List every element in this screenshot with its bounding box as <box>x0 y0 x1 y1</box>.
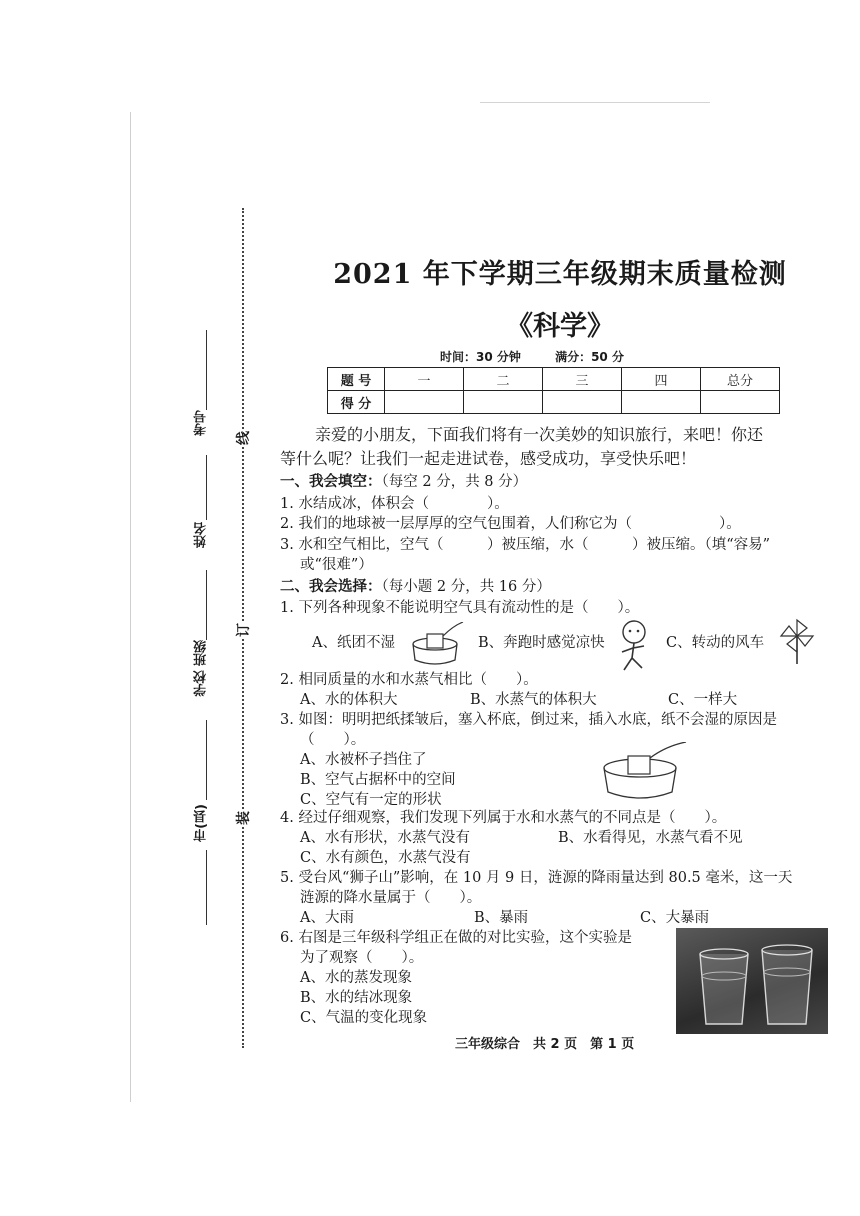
fill-question-1: 1. 水结成冰，体积会（ ）。 <box>280 496 509 512</box>
score-cell: 一 <box>385 368 464 391</box>
q5-option-a: A、大雨 <box>300 910 354 926</box>
q2-option-b: B、水蒸气的体积大 <box>470 692 597 708</box>
subject-title: 《科学》 <box>506 311 614 342</box>
bind-char-line: 线 <box>233 431 253 445</box>
q2-option-a: A、水的体积大 <box>300 692 398 708</box>
section1-heading: 一、我会填空： <box>280 474 382 490</box>
choice-question-3-cont: （ ）。 <box>300 732 366 748</box>
exam-no-label: 考号 <box>194 410 209 436</box>
choice-question-4: 4. 经过仔细观察，我们发现下列属于水和水蒸气的不同点是（ ）。 <box>280 810 727 826</box>
choice-question-1: 1. 下列各种现象不能说明空气具有流动性的是（ ）。 <box>280 600 640 616</box>
section1-heading-row <box>280 472 527 492</box>
intro-line-1: 亲爱的小朋友，下面我们将有一次美妙的知识旅行，来吧！你还 <box>315 425 764 444</box>
score-cell: 题 号 <box>328 368 385 391</box>
section1-note: （每空 2 分，共 8 分） <box>381 474 528 490</box>
score-input-cell[interactable] <box>543 391 622 414</box>
full-score: 满分：50 分 <box>555 350 624 364</box>
score-cell: 总分 <box>701 368 780 391</box>
q5-option-b: B、暴雨 <box>474 910 529 926</box>
q6-option-c: C、气温的变化现象 <box>300 1010 428 1026</box>
exam-no-line <box>206 330 207 410</box>
q4-option-b: B、水看得见，水蒸气看不见 <box>558 830 743 846</box>
pinwheel-icon <box>777 618 817 664</box>
score-header-row <box>328 368 780 391</box>
running-child-icon <box>612 618 656 674</box>
choice-question-6: 6. 右图是三年级科学组正在做的对比实验，这个实验是 <box>280 930 632 946</box>
choice-question-6-cont: 为了观察（ ）。 <box>300 950 424 966</box>
q1-option-a: A、纸团不湿 <box>312 635 395 651</box>
city-label: 市(县) <box>194 804 209 842</box>
q6-option-a: A、水的蒸发现象 <box>300 970 412 986</box>
time-limit: 时间：30 分钟 <box>440 350 521 364</box>
q1-option-c: C、转动的风车 <box>666 635 765 651</box>
score-input-cell[interactable] <box>622 391 701 414</box>
fill-question-3: 3. 水和空气相比，空气（ ）被压缩，水（ ）被压缩。（填“容易” <box>280 537 771 553</box>
two-glasses-photo <box>676 928 828 1034</box>
page-footer: 三年级综合 共 2 页 第 1 页 <box>455 1037 635 1052</box>
bind-char-bind: 装 <box>233 811 253 825</box>
score-value-row <box>328 391 780 414</box>
score-cell: 二 <box>464 368 543 391</box>
choice-question-3: 3. 如图：明明把纸揉皱后，塞入杯底，倒过来，插入水底，纸不会湿的原因是 <box>280 712 777 728</box>
choice-question-5-cont: 涟源的降水量属于（ ）。 <box>300 890 482 906</box>
bind-char-order: 订 <box>233 623 253 637</box>
score-cell: 三 <box>543 368 622 391</box>
glasses-of-water-icon <box>676 928 828 1034</box>
section2-note: （每小题 2 分，共 16 分） <box>381 579 551 595</box>
cup-in-water-icon <box>405 622 469 668</box>
name-line <box>206 455 207 520</box>
score-cell: 四 <box>622 368 701 391</box>
q4-option-c: C、水有颜色，水蒸气没有 <box>300 850 471 866</box>
school-class-label: 学校 班级 <box>194 640 209 697</box>
score-table <box>327 367 780 414</box>
section2-heading: 二、我会选择： <box>280 579 382 595</box>
time-info <box>440 348 654 365</box>
score-input-cell[interactable] <box>464 391 543 414</box>
q6-option-b: B、水的结冰现象 <box>300 990 413 1006</box>
q3-option-c: C、空气有一定的形状 <box>300 792 442 808</box>
q5-option-c: C、大暴雨 <box>640 910 710 926</box>
q2-option-c: C、一样大 <box>668 692 738 708</box>
score-input-cell[interactable] <box>701 391 780 414</box>
fill-question-2: 2. 我们的地球被一层厚厚的空气包围着，人们称它为（ ）。 <box>280 516 741 532</box>
cup-in-basin-icon <box>600 742 690 806</box>
exam-title: 2021 年下学期三年级期末质量检测 <box>333 259 787 290</box>
fill-question-3-cont: 或“很难”） <box>300 557 373 573</box>
choice-question-5: 5. 受台风“狮子山”影响，在 10 月 9 日，涟源的降雨量达到 80.5 毫米，这一天 <box>280 870 793 886</box>
choice-question-2: 2. 相同质量的水和水蒸气相比（ ）。 <box>280 672 538 688</box>
city-line <box>206 850 207 925</box>
section2-heading-row <box>280 577 551 597</box>
q3-option-a: A、水被杯子挡住了 <box>300 752 427 768</box>
q3-option-b: B、空气占据杯中的空间 <box>300 772 456 788</box>
school-line <box>206 720 207 800</box>
intro-line-2: 等什么呢？让我们一起走进试卷，感受成功，享受快乐吧！ <box>280 449 697 468</box>
name-label: 姓名 <box>194 522 209 548</box>
q1-option-b: B、奔跑时感觉凉快 <box>478 635 605 651</box>
class-line <box>206 570 207 640</box>
score-cell: 得 分 <box>328 391 385 414</box>
score-input-cell[interactable] <box>385 391 464 414</box>
top-edge-line <box>480 102 710 103</box>
q4-option-a: A、水有形状，水蒸气没有 <box>300 830 470 846</box>
